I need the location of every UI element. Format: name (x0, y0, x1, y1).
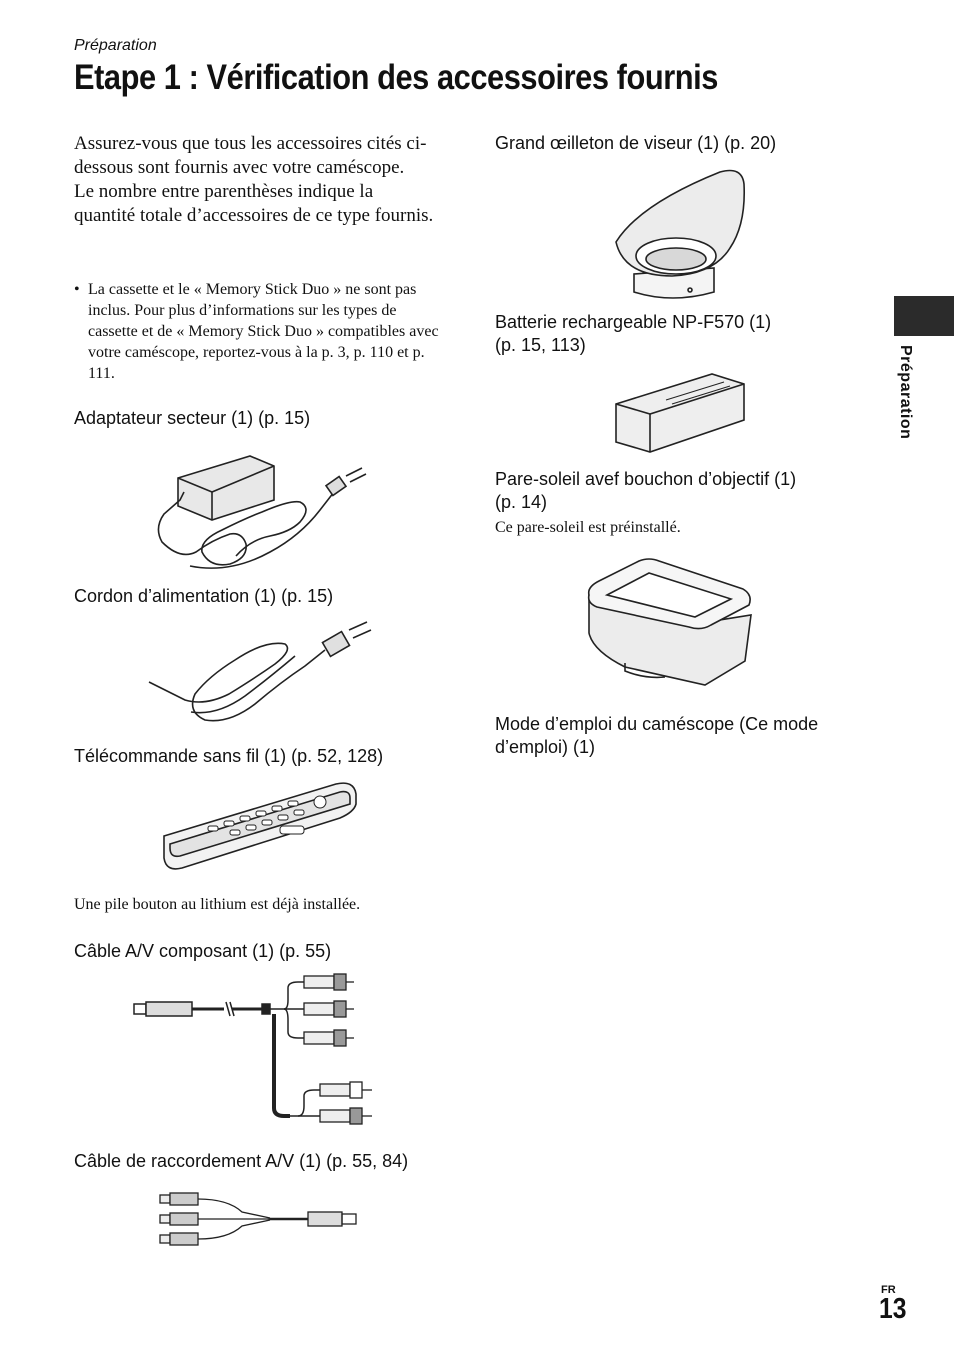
section-side-tab (894, 296, 954, 336)
note-text: La cassette et le « Memory Stick Duo » ne sont pas inclus. Pour plus d’informations sur les types de cassette et de « Memory Stick Duo » compatibles avec votre caméscope, reportez-vous à la p. 3, p. 110 et p. 111. (88, 281, 439, 382)
ac-adaptor-label: Adaptateur secteur (1) (p. 15) (74, 408, 311, 428)
ac-adaptor-illustration (150, 448, 370, 576)
remote-label: Télécommande sans fil (1) (p. 52, 128) (74, 746, 384, 766)
lens-hood-label-line1: Pare-soleil avef bouchon d’objectif (1) (495, 469, 797, 489)
intro-note (74, 279, 444, 384)
intro-paragraph-2: Le nombre entre parenthèses indique la quantité totale d’accessoires de ce type fournis. (74, 181, 434, 226)
power-cord-illustration (145, 620, 375, 730)
section-title: Préparation (74, 37, 157, 54)
eyecup-label: Grand œilleton de viseur (1) (p. 20) (495, 133, 777, 153)
page-title: Etape 1 : Vérification des accessoires fournis (74, 58, 718, 97)
lens-hood-note: Ce pare-soleil est préinstallé. (495, 519, 681, 536)
battery-illustration (612, 370, 748, 460)
manual-label-line1: Mode d’emploi du caméscope (Ce mode (495, 714, 819, 734)
remote-note: Une pile bouton au lithium est déjà installée. (74, 896, 361, 913)
component-cable-illustration (128, 970, 390, 1130)
eyecup-illustration (610, 164, 750, 304)
manual-label-line2: d’emploi) (1) (495, 737, 596, 757)
intro-text (74, 132, 434, 228)
component-cable-label: Câble A/V composant (1) (p. 55) (74, 941, 332, 961)
lens-hood-illustration (585, 555, 757, 687)
battery-label-line2: (p. 15, 113) (495, 335, 586, 355)
battery-label-line1: Batterie rechargeable NP-F570 (1) (495, 312, 772, 332)
intro-paragraph-1: Assurez-vous que tous les accessoires cités ci-dessous sont fournis avec votre caméscope. (74, 133, 427, 178)
bullet: • (74, 281, 80, 298)
page-number: 13 (879, 1293, 907, 1325)
language-code: FR (881, 1284, 896, 1296)
av-cable-illustration (158, 1190, 363, 1250)
remote-illustration (160, 778, 360, 874)
av-cable-label: Câble de raccordement A/V (1) (p. 55, 84) (74, 1151, 409, 1171)
power-cord-label: Cordon d’alimentation (1) (p. 15) (74, 586, 334, 606)
lens-hood-label-line2: (p. 14) (495, 492, 548, 512)
side-tab-label: Préparation (897, 345, 914, 440)
